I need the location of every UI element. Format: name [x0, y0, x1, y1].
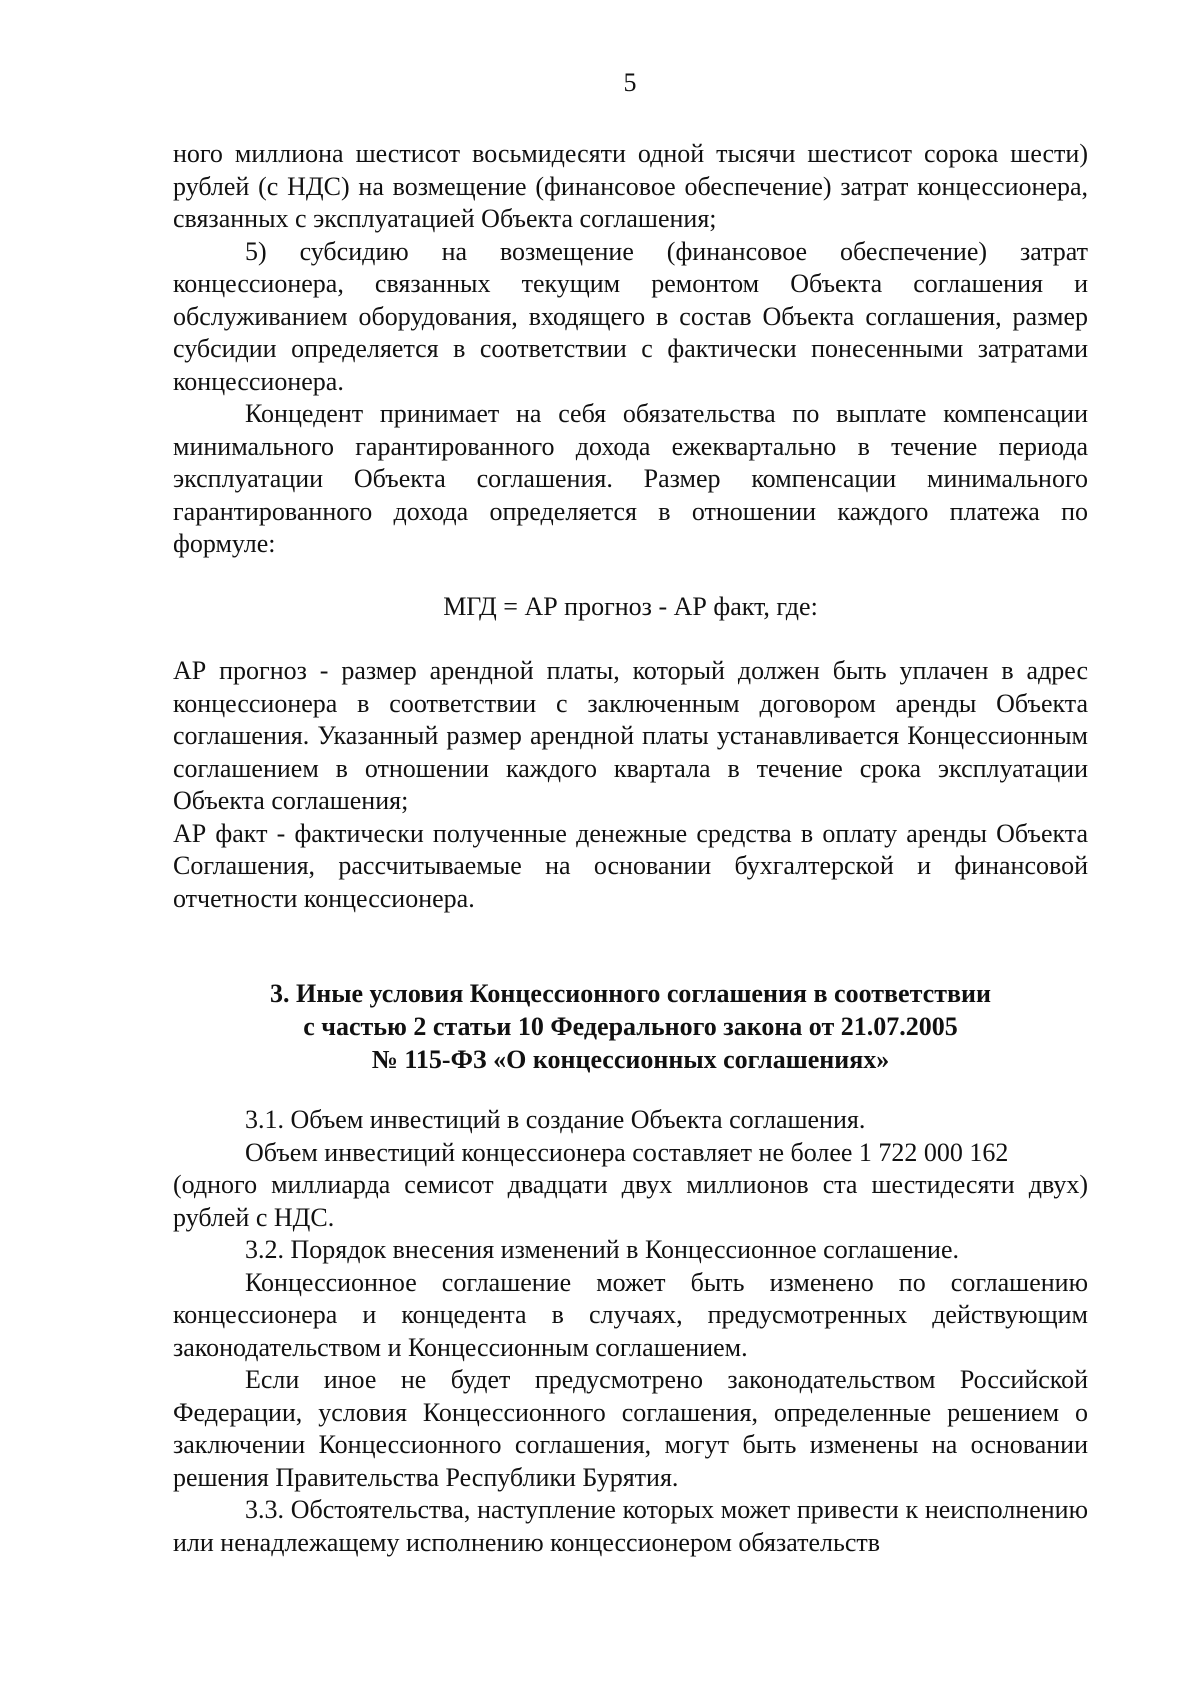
paragraph-amendment: Концессионное соглашение может быть изменено по соглашению концессионера и концедента в случаях, предусмотренных действующим законодательством и Концессионным соглашением.	[173, 1267, 1088, 1362]
paragraph-investment-words: (одного миллиарда семисот двадцати двух миллионов ста шестидесяти двух) рублей с НДС.	[173, 1170, 1088, 1232]
section-title-line: 3. Иные условия Концессионного соглашения в соответствии	[270, 979, 991, 1008]
paragraph-3-1: 3.1. Объем инвестиций в создание Объекта соглашения.	[245, 1105, 866, 1134]
section-title	[173, 977, 1088, 1076]
section-title-line: с частью 2 статьи 10 Федерального закона от 21.07.2005	[303, 1012, 958, 1041]
paragraph-item-5: 5) субсидию на возмещение (финансовое обеспечение) затрат концессионера, связанных текущим ремонтом Объекта соглашения и обслуживанием оборудования, входящего в состав Объекта соглашения, размер субсидии определяется в соответствии с фактически понесенными затратами концессионера.	[173, 236, 1088, 396]
definition-forecast: АР прогноз - размер арендной платы, который должен быть уплачен в адрес концессионера в соответствии с заключенным договором аренды Объекта соглашения. Указанный размер арендной платы устанавливается Концессионным соглашением в отношении каждого квартала в течение срока эксплуатации Объекта соглашения;	[173, 656, 1088, 815]
paragraph-3-3: 3.3. Обстоятельства, наступление которых может привести к неисполнению или ненадлежащему исполнению концессионером обязательств	[173, 1495, 1088, 1557]
section-title-line: № 115-ФЗ «О концессионных соглашениях»	[371, 1045, 890, 1074]
paragraph-3-2: 3.2. Порядок внесения изменений в Концессионное соглашение.	[245, 1235, 960, 1264]
paragraph-government-decision: Если иное не будет предусмотрено законодательством Российской Федерации, условия Концессионного соглашения, определенные решением о заключении Концессионного соглашения, могут быть изменены на основании решения Правительства Республики Бурятия.	[173, 1365, 1088, 1492]
page-number: 5	[623, 68, 637, 97]
document-body	[173, 138, 1088, 1559]
formula: МГД = АР прогноз - АР факт, где:	[443, 591, 818, 621]
paragraph-continuation: ного миллиона шестисот восьмидесяти одной тысячи шестисот сорока шести) рублей (с НДС) на возмещение (финансовое обеспечение) затрат концессионера, связанных с эксплуатацией Объекта соглашения;	[173, 139, 1088, 233]
paragraph-compensation: Концедент принимает на себя обязательства по выплате компенсации минимального гарантированного дохода ежеквартально в течение периода эксплуатации Объекта соглашения. Размер компенсации минимального гарантированного дохода определяется в отношении каждого платежа по формуле:	[173, 399, 1088, 558]
definition-actual: АР факт - фактически полученные денежные средства в оплату аренды Объекта Соглашения, рассчитываемые на основании бухгалтерской и финансовой отчетности концессионера.	[173, 818, 1088, 913]
paragraph-investment: Объем инвестиций концессионера составляет не более 1 722 000 162	[245, 1137, 1009, 1167]
